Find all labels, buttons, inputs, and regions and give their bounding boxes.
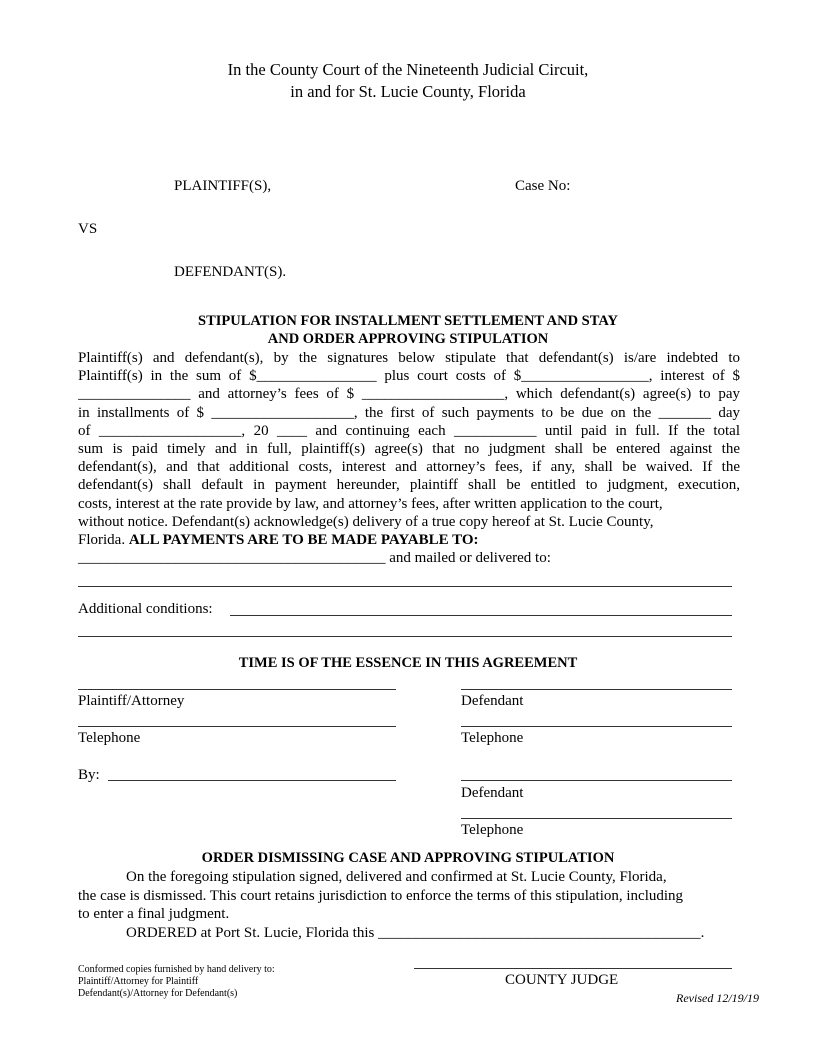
- stipulation-line: Plaintiff(s) in the sum of $________________ plus court costs of $_________________, interest of $: [78, 368, 740, 385]
- plaintiff-attorney-label: Plaintiff/Attorney: [78, 693, 185, 709]
- copy-recipient-defendant: Defendant(s)/Attorney for Defendant(s): [78, 988, 238, 999]
- additional-conditions-line-2[interactable]: [78, 636, 732, 637]
- order-title: ORDER DISMISSING CASE AND APPROVING STIPULATION: [201, 850, 615, 866]
- time-essence-heading: TIME IS OF THE ESSENCE IN THIS AGREEMENT: [238, 655, 578, 671]
- defendant2-label: Defendant: [461, 785, 524, 801]
- court-heading-line1: In the County Court of the Nineteenth Judicial Circuit,: [227, 60, 589, 79]
- case-no-label: Case No:: [515, 178, 571, 194]
- copy-recipient-plaintiff: Plaintiff/Attorney for Plaintiff: [78, 976, 199, 987]
- stipulation-line: _______________ and attorney’s fees of $ ___________________, which defendant(s) agree(s) to pay: [78, 386, 740, 403]
- stipulation-line: in installments of $ ___________________, the first of such payments to be due on the _______ day: [78, 404, 740, 421]
- stipulation-line: without notice. Defendant(s) acknowledge(s) delivery of a true copy hereof at St. Lucie County,: [78, 513, 654, 530]
- additional-conditions-label: Additional conditions:: [78, 601, 213, 617]
- florida-text: Florida.: [78, 532, 129, 549]
- plaintiff-telephone-label: Telephone: [78, 730, 141, 746]
- ordered-line: ORDERED at Port St. Lucie, Florida this ___________________________________________.: [126, 924, 705, 941]
- order-line-3: to enter a final judgment.: [78, 906, 230, 922]
- stipulation-line: sum is paid timely and in full, plaintiff(s) agree(s) that no judgment shall be entered against the: [78, 441, 740, 458]
- stipulation-last-line: [78, 531, 740, 549]
- order-body: [78, 868, 740, 942]
- stipulation-body: [78, 349, 740, 567]
- additional-conditions-line[interactable]: [230, 615, 732, 616]
- plaintiff-telephone-line[interactable]: [78, 726, 396, 727]
- stipulation-title-line2: AND ORDER APPROVING STIPULATION: [267, 331, 549, 347]
- payable-to-heading: ALL PAYMENTS ARE TO BE MADE PAYABLE TO:: [128, 532, 479, 549]
- defendant2-telephone-line[interactable]: [461, 818, 732, 819]
- stipulation-line: of ___________________, 20 ____ and continuing each ___________ until paid in full. If the total: [78, 422, 740, 439]
- order-line-1: On the foregoing stipulation signed, delivered and confirmed at St. Lucie County, Florida,: [126, 869, 667, 885]
- defendant-label: DEFENDANT(S).: [174, 264, 287, 280]
- stipulation-line: defendant(s) shall default in payment hereunder, plaintiff shall be entitled to judgment, execution,: [78, 477, 740, 494]
- payable-line: _________________________________________ and mailed or delivered to:: [78, 550, 551, 567]
- order-line-2: the case is dismissed. This court retains jurisdiction to enforce the terms of this stipulation, including: [78, 887, 684, 904]
- court-heading-line2: in and for St. Lucie County, Florida: [290, 82, 526, 101]
- defendant-label: Defendant: [461, 693, 524, 709]
- by-signature-line[interactable]: [108, 780, 396, 781]
- defendant2-telephone-label: Telephone: [461, 822, 524, 838]
- judge-signature-line[interactable]: [414, 968, 732, 969]
- defendant-telephone-line[interactable]: [461, 726, 732, 727]
- plaintiff-label: PLAINTIFF(S),: [174, 178, 272, 194]
- county-judge-label: COUNTY JUDGE: [505, 972, 619, 988]
- defendant-signature-line[interactable]: [461, 689, 732, 690]
- vs-label: VS: [78, 221, 98, 237]
- defendant2-signature-line[interactable]: [461, 780, 732, 781]
- defendant-telephone-label: Telephone: [461, 730, 524, 746]
- conformed-copies-text: Conformed copies furnished by hand delivery to:: [78, 964, 275, 975]
- plaintiff-signature-line[interactable]: [78, 689, 396, 690]
- revised-date: Revised 12/19/19: [676, 991, 759, 1005]
- stipulation-line: Plaintiff(s) and defendant(s), by the signatures below stipulate that defendant(s) is/are indebted to: [78, 350, 740, 366]
- stipulation-line: defendant(s), and that additional costs, interest and attorney’s fees, if any, shall be waived. If the: [78, 459, 740, 476]
- stipulation-title-line1: STIPULATION FOR INSTALLMENT SETTLEMENT AND STAY: [198, 313, 618, 329]
- by-label: By:: [78, 767, 100, 783]
- stipulation-line: costs, interest at the rate provide by law, and attorney’s fees, after written application to the court,: [78, 495, 663, 512]
- mailing-address-line[interactable]: [78, 586, 732, 587]
